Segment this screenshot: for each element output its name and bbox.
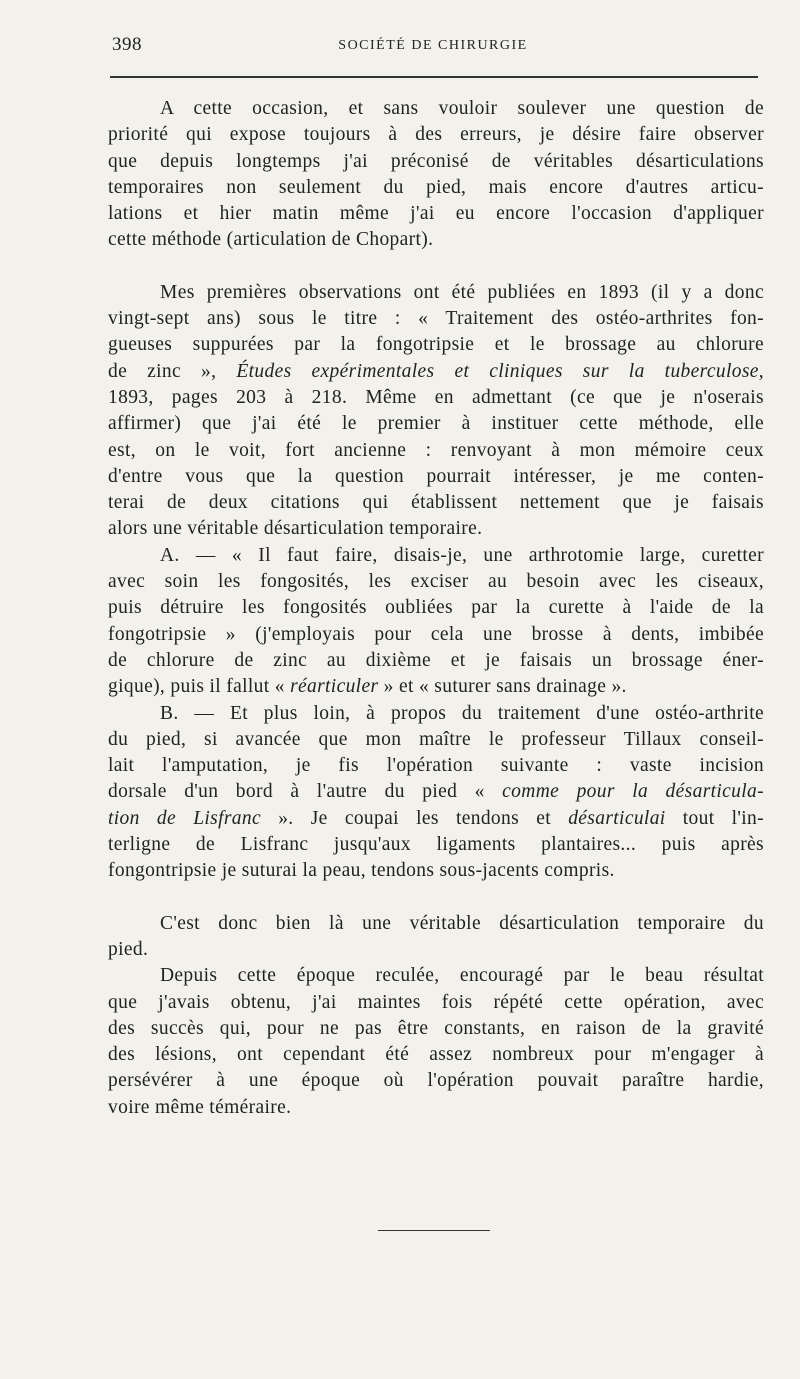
text-line xyxy=(108,806,764,832)
text-line: 1893, pages 203 à 218. Même en admettant (ce que je n'oserais xyxy=(108,386,764,408)
body-text xyxy=(108,96,764,1121)
paragraph xyxy=(108,911,764,964)
text-line: que depuis longtemps j'ai préconisé de véritables désarticulations xyxy=(108,150,764,172)
text-line: avec soin les fongosités, les exciser au besoin avec les ciseaux, xyxy=(108,571,764,593)
text-line: persévérer à une époque où l'opération pouvait paraître hardie, xyxy=(108,1070,764,1092)
paragraph xyxy=(108,963,764,1121)
running-title: SOCIÉTÉ DE CHIRURGIE xyxy=(338,38,528,53)
text-line: gueuses suppurées par la fongotripsie et le brossage au chlorure xyxy=(108,334,764,356)
text-segment: » et « suturer sans drainage ». xyxy=(378,676,627,698)
text-line: fongotripsie » (j'employais pour cela une brosse à dents, imbibée xyxy=(108,623,764,645)
page-header xyxy=(108,30,758,60)
text-line: Mes premières observations ont été publiées en 1893 (il y a donc xyxy=(160,281,764,303)
text-line: priorité qui expose toujours à des erreurs, je désire faire observer xyxy=(108,124,764,146)
text-line: d'entre vous que la question pourrait intéresser, je me conten- xyxy=(108,465,764,487)
text-segment: ». Je coupai les tendons et xyxy=(261,807,569,829)
citation-a xyxy=(108,543,764,701)
text-line: est, on le voit, fort ancienne : renvoyant à mon mémoire ceux xyxy=(108,439,764,461)
text-line: pied. xyxy=(108,938,149,960)
paragraph xyxy=(108,280,764,543)
page-number: 398 xyxy=(112,34,142,55)
italic-term: réarticuler xyxy=(290,676,379,698)
italic-term: tion de Lisfranc xyxy=(108,807,262,829)
italic-term: comme pour la désarticula- xyxy=(502,781,764,803)
header-rule xyxy=(110,76,758,78)
text-line xyxy=(108,674,764,700)
text-line: terligne de Lisfranc jusqu'aux ligaments plantaires... puis après xyxy=(108,834,764,856)
text-segment: gique), puis il fallut « xyxy=(108,676,291,698)
text-line: affirmer) que j'ai été le premier à instituer cette méthode, elle xyxy=(108,413,764,435)
text-line xyxy=(108,359,764,385)
text-line: voire même téméraire. xyxy=(108,1096,292,1118)
text-line xyxy=(108,779,764,805)
text-line: temporaires non seulement du pied, mais encore d'autres articu- xyxy=(108,176,764,198)
text-line: A cette occasion, et sans vouloir soulever une question de xyxy=(160,98,764,119)
text-line: que j'avais obtenu, j'ai maintes fois répété cette opération, avec xyxy=(108,991,764,1013)
text-line: fongontripsie je suturai la peau, tendons sous-jacents compris. xyxy=(108,860,615,882)
book-title: Études expérimentales et cliniques sur la tuberculose, xyxy=(236,360,765,382)
text-segment: tout l'in- xyxy=(665,807,764,829)
text-line: du pied, si avancée que mon maître le professeur Tillaux conseil- xyxy=(108,728,764,750)
text-line: alors une véritable désarticulation temporaire. xyxy=(108,518,483,540)
paragraph xyxy=(108,96,764,254)
text-line: des lésions, ont cependant été assez nombreux pour m'engager à xyxy=(108,1044,764,1066)
end-rule xyxy=(378,1230,490,1231)
text-line: C'est donc bien là une véritable désarticulation temporaire du xyxy=(160,912,764,934)
text-line: puis détruire les fongosités oubliées par la curette à l'aide de la xyxy=(108,597,764,619)
text-line: A. — « Il faut faire, disais-je, une arthrotomie large, curetter xyxy=(160,544,764,566)
text-line: de chlorure de zinc au dixième et je faisais un brossage éner- xyxy=(108,649,764,671)
text-line: lait l'amputation, je fis l'opération suivante : vaste incision xyxy=(108,755,764,777)
text-line: cette méthode (articulation de Chopart). xyxy=(108,229,434,251)
text-segment: de zinc », xyxy=(108,360,237,382)
text-line: terai de deux citations qui établissent nettement que je faisais xyxy=(108,492,764,514)
text-line: vingt-sept ans) sous le titre : « Traitement des ostéo-arthrites fon- xyxy=(108,308,764,330)
text-line: B. — Et plus loin, à propos du traitement d'une ostéo-arthrite xyxy=(160,702,764,724)
italic-term: désarticulai xyxy=(568,807,666,829)
text-line: des succès qui, pour ne pas être constants, en raison de la gravité xyxy=(108,1017,764,1039)
citation-b xyxy=(108,701,764,885)
text-segment: dorsale d'un bord à l'autre du pied « xyxy=(108,781,503,803)
text-line: Depuis cette époque reculée, encouragé par le beau résultat xyxy=(160,965,764,987)
text-line: lations et hier matin même j'ai eu encore l'occasion d'appliquer xyxy=(108,203,764,225)
